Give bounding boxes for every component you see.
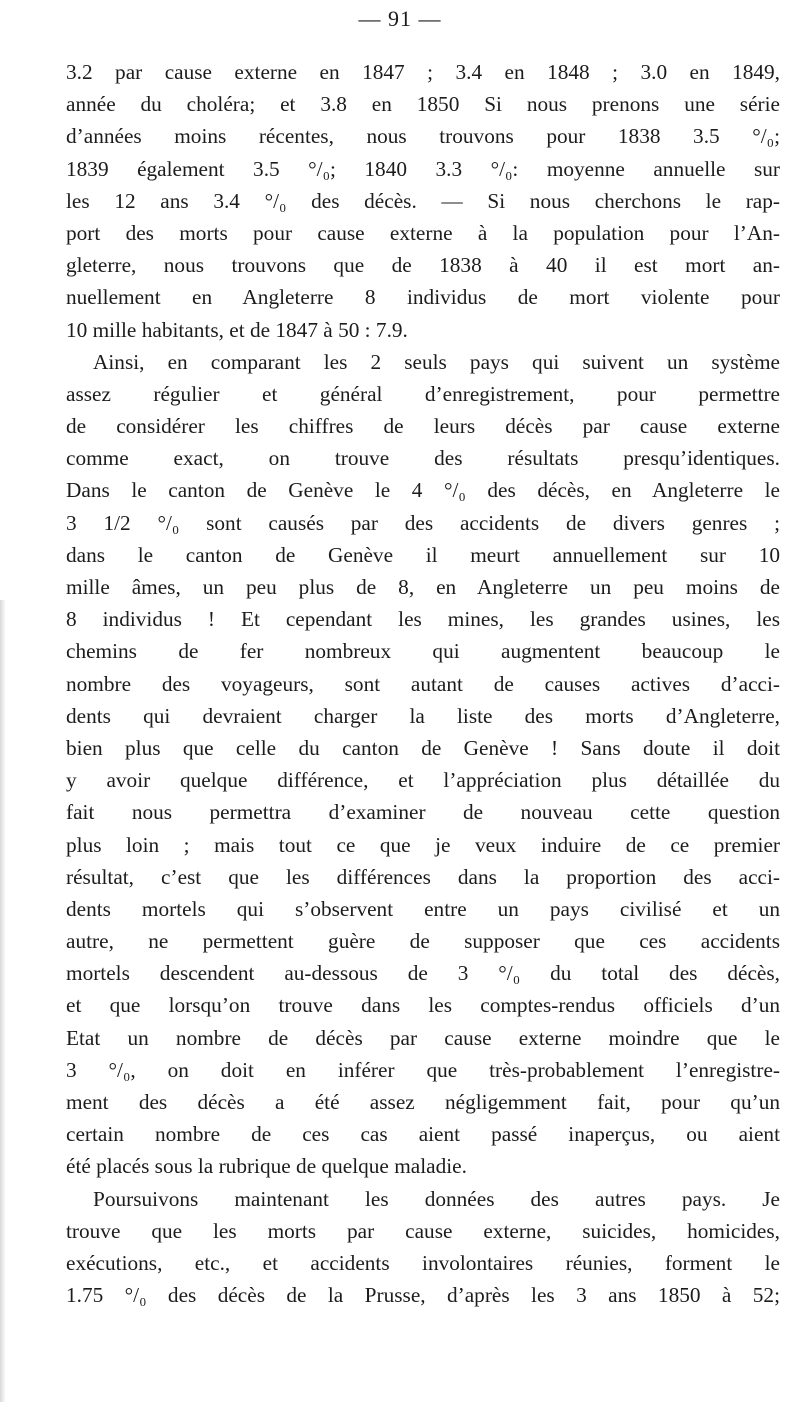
text-line: 1.75 °/₀ des décès de la Prusse, d’après les 3 ans 1850 à 52;: [66, 1283, 780, 1308]
page-number: — 91 —: [358, 6, 442, 31]
text-line: comme exact, on trouve des résultats presqu’identiques.: [66, 446, 780, 471]
text-line: d’années moins récentes, nous trouvons pour 1838 3.5 °/₀;: [66, 124, 780, 149]
text-line: exécutions, etc., et accidents involontaires réunies, forment le: [66, 1250, 780, 1275]
text-line: et que lorsqu’on trouve dans les comptes-rendus officiels d’un: [66, 993, 780, 1018]
text-line: résultat, c’est que les différences dans la proportion des acci-: [66, 864, 780, 889]
text-line: Etat un nombre de décès par cause externe moindre que le: [66, 1025, 780, 1050]
body-text: [66, 56, 780, 1311]
text-line: gleterre, nous trouvons que de 1838 à 40 il est mort an-: [66, 253, 780, 278]
text-line: 3 °/₀, on doit en inférer que très-probablement l’enregistre-: [66, 1057, 780, 1082]
text-line: trouve que les morts par cause externe, suicides, homicides,: [66, 1218, 780, 1243]
text-line: Poursuivons maintenant les données des autres pays. Je: [93, 1186, 780, 1211]
text-line: plus loin ; mais tout ce que je veux induire de ce premier: [66, 832, 780, 857]
text-line: année du choléra; et 3.8 en 1850 Si nous prenons une série: [66, 92, 780, 117]
text-line: mortels descendent au-dessous de 3 °/₀ du total des décès,: [66, 961, 780, 986]
text-line: certain nombre de ces cas aient passé inaperçus, ou aient: [66, 1122, 780, 1147]
text-line: Ainsi, en comparant les 2 seuls pays qui suivent un système: [93, 349, 780, 374]
text-line: de considérer les chiffres de leurs décès par cause externe: [66, 414, 780, 439]
text-line: ment des décès a été assez négligemment fait, pour qu’un: [66, 1090, 780, 1114]
text-line: 1839 également 3.5 °/₀; 1840 3.3 °/₀: moyenne annuelle sur: [66, 156, 780, 181]
text-line: assez régulier et général d’enregistrement, pour permettre: [66, 381, 780, 406]
text-line: Dans le canton de Genève le 4 °/₀ des décès, en Angleterre le: [66, 478, 780, 503]
text-line: chemins de fer nombreux qui augmentent beaucoup le: [66, 639, 780, 664]
text-line: autre, ne permettent guère de supposer que ces accidents: [66, 929, 780, 954]
text-line: nuellement en Angleterre 8 individus de mort violente pour: [66, 285, 780, 310]
text-line: port des morts pour cause externe à la population pour l’An-: [66, 220, 780, 245]
text-line: 8 individus ! Et cependant les mines, les grandes usines, les: [66, 607, 780, 632]
text-line: fait nous permettra d’examiner de nouveau cette question: [66, 800, 780, 825]
text-line: 10 mille habitants, et de 1847 à 50 : 7.9.: [66, 317, 408, 342]
text-line: bien plus que celle du canton de Genève ! Sans doute il doit: [66, 735, 780, 760]
text-line: 3.2 par cause externe en 1847 ; 3.4 en 1848 ; 3.0 en 1849,: [66, 60, 780, 84]
text-line: mille âmes, un peu plus de 8, en Angleterre un peu moins de: [66, 575, 780, 599]
text-line: nombre des voyageurs, sont autant de causes actives d’acci-: [66, 671, 780, 696]
text-line: dents qui devraient charger la liste des morts d’Angleterre,: [66, 703, 780, 728]
text-line: dents mortels qui s’observent entre un pays civilisé et un: [66, 896, 780, 921]
text-line: dans le canton de Genève il meurt annuellement sur 10: [66, 542, 780, 567]
text-line: été placés sous la rubrique de quelque maladie.: [66, 1154, 467, 1179]
text-line: les 12 ans 3.4 °/₀ des décès. — Si nous cherchons le rap-: [66, 188, 780, 213]
page-edge-shadow: [0, 600, 6, 1402]
text-line: 3 1/2 °/₀ sont causés par des accidents de divers genres ;: [66, 510, 780, 535]
text-line: y avoir quelque différence, et l’appréciation plus détaillée du: [66, 768, 780, 793]
